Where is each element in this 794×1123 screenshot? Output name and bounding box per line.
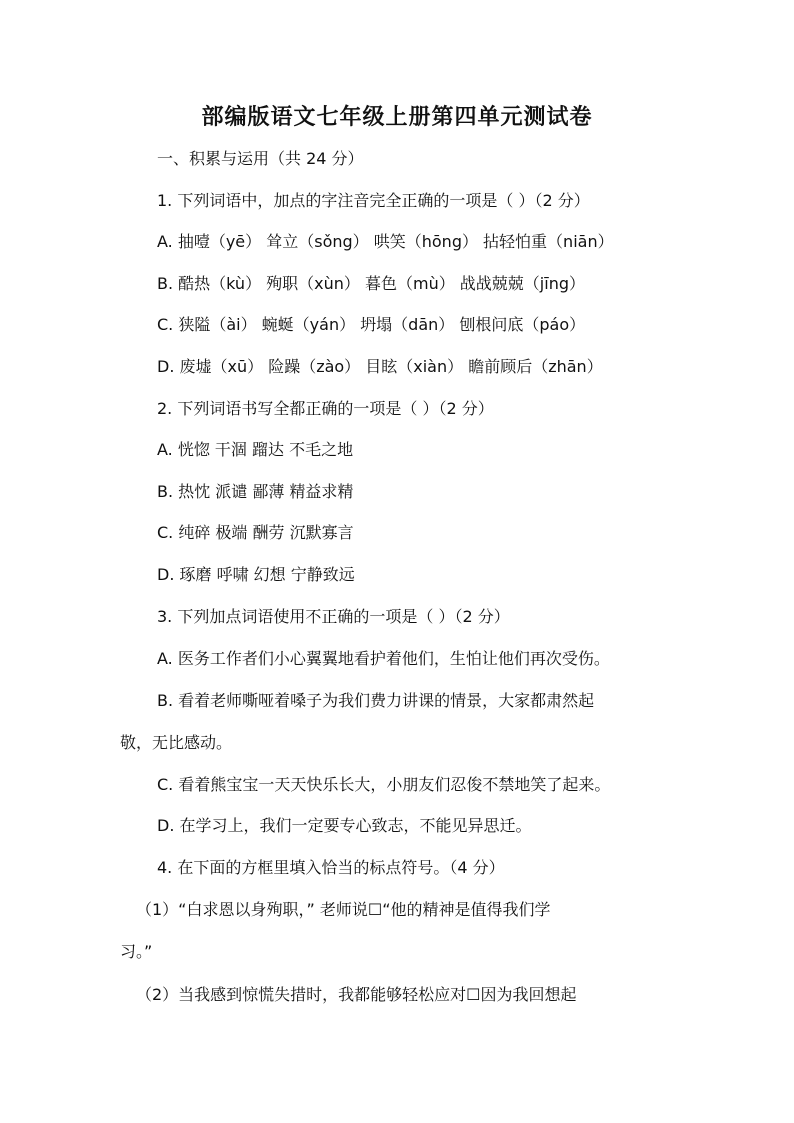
question-3: 3. 下列加点词语使用不正确的一项是（ ）（2 分） [157, 607, 510, 626]
q3-option-b: B. 看着老师嘶哑着嗓子为我们费力讲课的情景，大家都肃然起 [157, 691, 595, 710]
question-2: 2. 下列词语书写全都正确的一项是（ ）（2 分） [157, 399, 494, 418]
q3-option-d: D. 在学习上，我们一定要专心致志，不能见异思迁。 [157, 816, 532, 835]
q1-option-a: A. 抽噎（yē） 耸立（sǒng） 哄笑（hōng） 拈轻怕重（niān） [157, 232, 614, 251]
question-4: 4. 在下面的方框里填入恰当的标点符号。（4 分） [157, 858, 505, 877]
q1-option-b: B. 酷热（kù） 殉职（xùn） 暮色（mù） 战战兢兢（jīng） [157, 274, 585, 293]
q3-option-b-continued: 敬，无比感动。 [120, 733, 233, 752]
q1-option-d: D. 废墟（xū） 险躁（zào） 目眩（xiàn） 瞻前顾后（zhān） [157, 357, 603, 376]
q4-item-1: （1）“白求恩以身殉职，” 老师说☐“他的精神是值得我们学 [136, 900, 551, 919]
q3-option-c: C. 看着熊宝宝一天天快乐长大，小朋友们忍俊不禁地笑了起来。 [157, 775, 611, 794]
q3-option-a: A. 医务工作者们小心翼翼地看护着他们，生怕让他们再次受伤。 [157, 649, 610, 668]
q2-option-b: B. 热忱 派谴 鄙薄 精益求精 [157, 482, 354, 501]
q4-item-1-continued: 习。” [120, 942, 153, 961]
q2-option-a: A. 恍惚 干涸 蹓达 不毛之地 [157, 440, 354, 459]
q1-option-c: C. 狭隘（ài） 蜿蜒（yán） 坍塌（dān） 刨根问底（páo） [157, 315, 586, 334]
q2-option-c: C. 纯碎 极端 酬劳 沉默寡言 [157, 523, 354, 542]
q2-option-d: D. 琢磨 呼啸 幻想 宁静致远 [157, 565, 355, 584]
question-1: 1. 下列词语中，加点的字注音完全正确的一项是（ ）（2 分） [157, 191, 590, 210]
q4-item-2: （2）当我感到惊慌失措时，我都能够轻松应对☐因为我回想起 [136, 985, 577, 1004]
section-heading: 一、积累与运用（共 24 分） [157, 149, 364, 168]
document-title: 部编版语文七年级上册第四单元测试卷 [201, 105, 593, 130]
